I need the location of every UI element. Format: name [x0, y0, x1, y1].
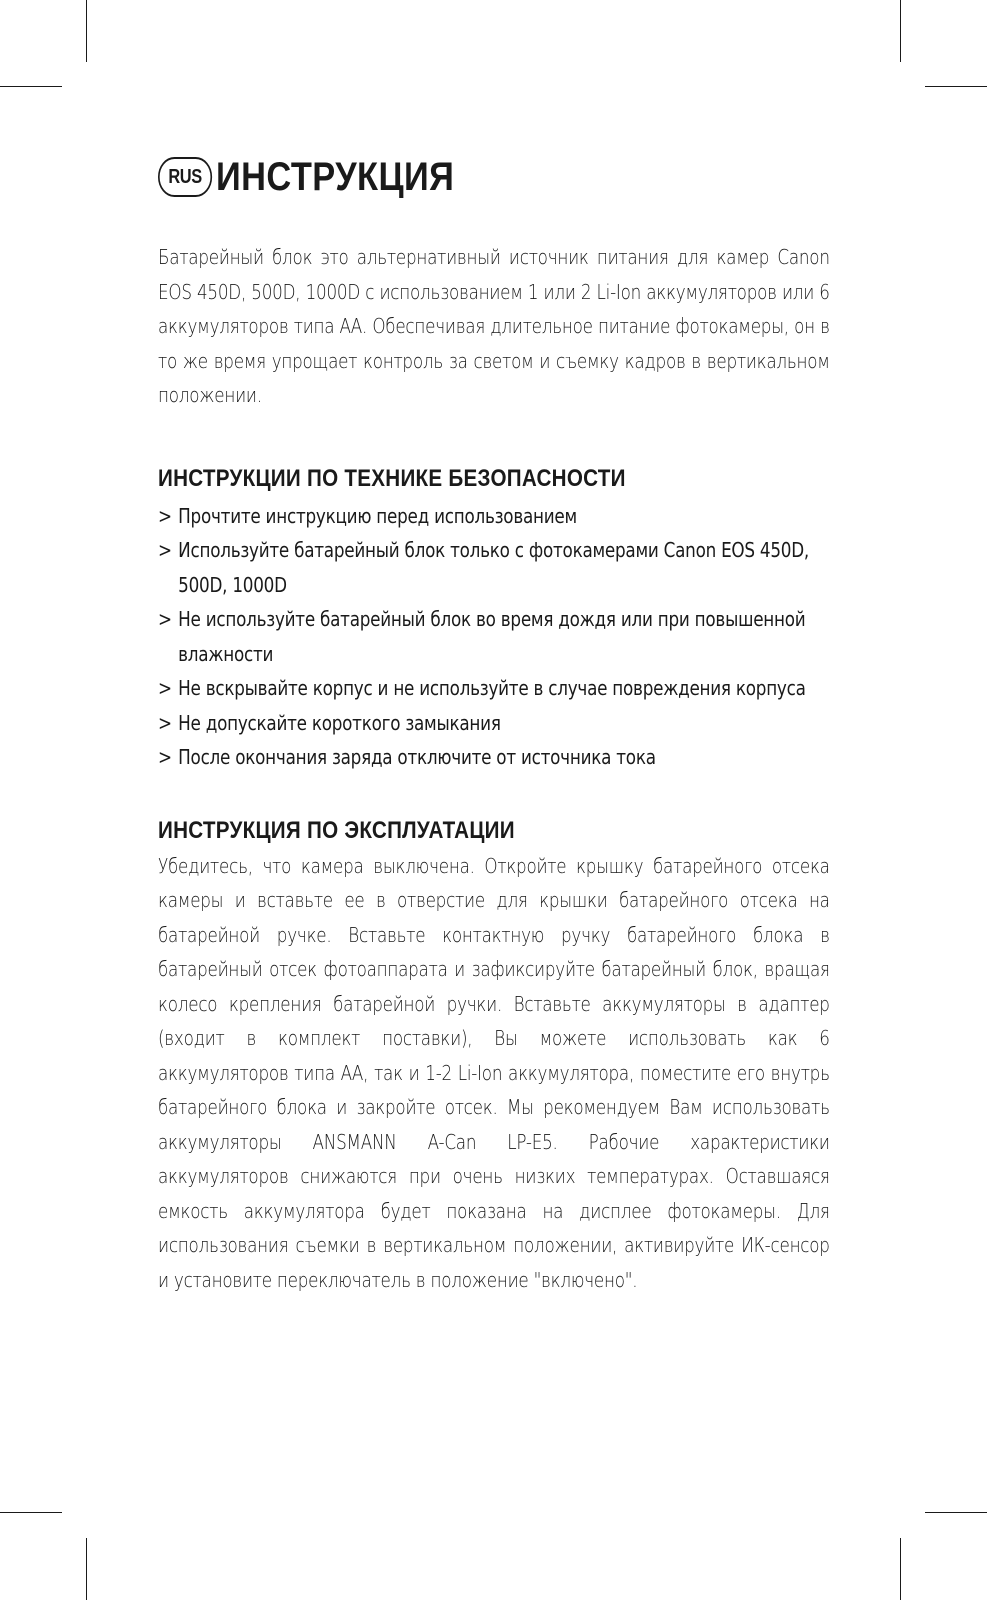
safety-section	[158, 459, 830, 775]
intro-section	[158, 240, 830, 413]
crop-mark-bottom-left-horizontal	[0, 1512, 62, 1513]
list-item	[158, 706, 830, 741]
list-marker: >	[158, 676, 172, 700]
list-item	[158, 740, 830, 775]
crop-mark-bottom-right-horizontal	[925, 1512, 987, 1513]
list-marker: >	[158, 745, 172, 769]
list-item-text: Не допускайте короткого замыкания	[178, 710, 501, 735]
usage-paragraph: Убедитесь, что камера выключена. Откройте крышку батарейного отсека камеры и вставьте ее в отверстие для крышки батарейного отсека на батарейной ручке. Вставьте контактную ручку батарейного блока в батарейный отсек фотоаппарата и зафиксируйте батарейный блок, вращая колесо крепления батарейной ручки. Вставьте аккумуляторы в адаптер (входит в комплект поставки), Вы можете использовать как 6 аккумуляторов типа АА, так и 1-2 Li-Ion аккумулятора, поместите его внутрь батарейного блока и закройте отсек. Мы рекомендуем Вам использовать аккумуляторы ANSMANN A-Can LP-E5. Рабочие характеристики аккумуляторов снижаются при очень низких температурах. Оставшаяся емкость аккумулятора будет показана на дисплее фотокамеры. Для использования съемки в вертикальном положении, активируйте ИК-сенсор и установите переключатель в положение "включено".	[158, 853, 830, 1292]
page-title: ИНСТРУКЦИЯ	[216, 154, 455, 199]
usage-section	[158, 813, 830, 1298]
list-item	[158, 671, 830, 706]
safety-list	[158, 499, 830, 775]
list-marker: >	[158, 503, 172, 528]
crop-mark-top-left-vertical	[86, 0, 87, 62]
crop-mark-top-right-vertical	[900, 0, 901, 62]
list-item-text: Не используйте батарейный блок во время дождя или при повышенной влажности	[178, 607, 806, 666]
list-item-text: Используйте батарейный блок только с фотокамерами Canon EOS 450D, 500D, 1000D	[178, 538, 809, 597]
list-item-text: Прочтите инструкцию перед использованием	[178, 503, 577, 528]
crop-mark-bottom-left-vertical	[86, 1538, 87, 1600]
list-marker: >	[158, 607, 172, 631]
safety-section-title: ИНСТРУКЦИИ ПО ТЕХНИКЕ БЕЗОПАСНОСТИ	[158, 464, 626, 492]
list-marker: >	[158, 710, 172, 735]
crop-mark-bottom-right-vertical	[900, 1538, 901, 1600]
document-body	[158, 150, 830, 1297]
list-marker: >	[158, 538, 172, 562]
list-item	[158, 533, 830, 602]
list-item-text: Не вскрывайте корпус и не используйте в случае повреждения корпуса	[178, 676, 806, 700]
intro-paragraph: Батарейный блок это альтернативный источник питания для камер Canon EOS 450D, 500D, 1000D с использованием 1 или 2 Li-Ion аккумуляторов или 6 аккумуляторов типа АА. Обеспечивая длительное питание фотокамеры, он в то же время упрощает контроль за светом и съемку кадров в вертикальном положении.	[158, 245, 830, 407]
list-item	[158, 602, 830, 671]
list-item-text: После окончания заряда отключите от источника тока	[178, 745, 656, 769]
page-header	[158, 150, 830, 204]
usage-section-title: ИНСТРУКЦИЯ ПО ЭКСПЛУАТАЦИИ	[158, 816, 515, 844]
list-item	[158, 499, 830, 534]
crop-mark-top-right-horizontal	[925, 86, 987, 87]
crop-mark-top-left-horizontal	[0, 86, 62, 87]
language-badge: RUS	[158, 157, 212, 197]
